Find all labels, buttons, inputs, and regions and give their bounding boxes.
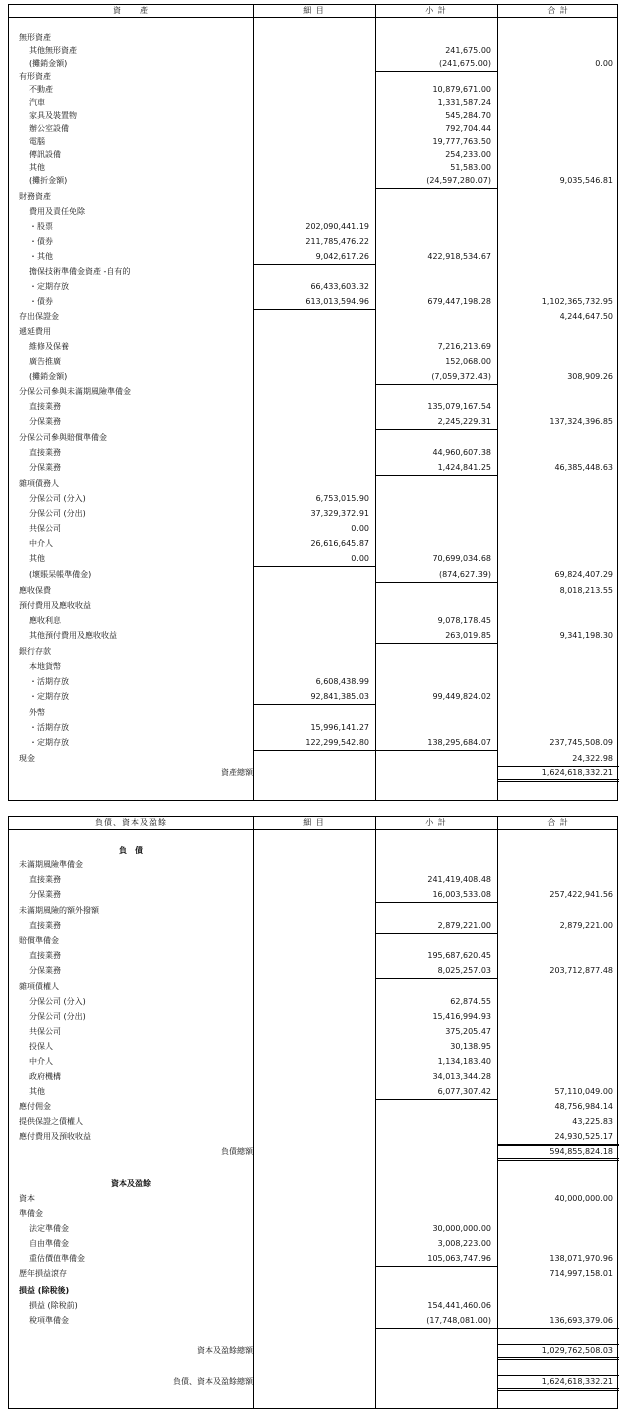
subtotal-value: 154,441,460.06 <box>427 1301 491 1310</box>
row-label: 負債、資本及盈餘總額 <box>173 1377 253 1386</box>
row-label: 歷年損益滾存 <box>19 1269 67 1278</box>
table-row <box>9 538 617 550</box>
table-row <box>9 1086 617 1098</box>
total-value: 594,855,824.18 <box>549 1147 613 1156</box>
table-row <box>9 97 617 109</box>
table-row <box>9 707 617 719</box>
subtotal-value: 34,013,344.28 <box>432 1072 491 1081</box>
subtotal-value: 135,079,167.54 <box>427 402 491 411</box>
subtotal-value: 254,233.00 <box>445 150 491 159</box>
table-row <box>9 123 617 135</box>
row-label: 本地貨幣 <box>29 662 61 671</box>
subtotal-value: 2,245,229.31 <box>437 417 491 426</box>
total-value: 257,422,941.56 <box>549 890 613 899</box>
table-row <box>9 646 617 658</box>
row-label: ・其他 <box>29 252 53 261</box>
row-label: 投保人 <box>29 1042 53 1051</box>
subtotal-value: (24,597,280.07) <box>426 176 491 185</box>
table-row <box>9 737 617 749</box>
row-label: 未滿期風險的額外撥額 <box>19 906 99 915</box>
total-rule <box>497 766 619 767</box>
underline-rule <box>375 582 497 583</box>
table-row <box>9 508 617 520</box>
detail-value: 37,329,372.91 <box>310 509 369 518</box>
total-value: 40,000,000.00 <box>554 1194 613 1203</box>
row-label: 外幣 <box>29 708 45 717</box>
total-rule <box>497 1145 619 1146</box>
underline-rule <box>375 188 497 189</box>
table-row <box>9 493 617 505</box>
table-row <box>9 569 617 581</box>
table-row <box>9 935 617 947</box>
row-label: 擔保技術準備金資產 -自有的 <box>29 267 131 276</box>
subtotal-value: (874,627.39) <box>438 570 491 579</box>
row-label: 應付佣金 <box>19 1102 51 1111</box>
table-row <box>9 1315 617 1327</box>
underline-rule <box>253 264 375 265</box>
total-value: 136,693,379.06 <box>549 1316 613 1325</box>
total-rule <box>497 779 619 780</box>
subtotal-value: 99,449,824.02 <box>432 692 491 701</box>
row-label: 負 債 <box>119 846 143 855</box>
row-label: 資產總額 <box>221 768 253 777</box>
subtotal-value: (241,675.00) <box>438 59 491 68</box>
table-row <box>9 722 617 734</box>
total-rule <box>497 1344 619 1345</box>
total-value: 57,110,049.00 <box>554 1087 613 1096</box>
row-label: 損益 (除稅前) <box>29 1301 78 1310</box>
total-rule <box>497 781 619 782</box>
assets-header-asset: 資 產 <box>113 6 149 15</box>
table-row <box>9 149 617 161</box>
table-row <box>9 981 617 993</box>
row-label: 廣告推廣 <box>29 357 61 366</box>
total-value: 43,225.83 <box>572 1117 613 1126</box>
row-label: 賠償準備金 <box>19 936 59 945</box>
table-row <box>9 386 617 398</box>
table-row <box>9 600 617 612</box>
table-row <box>9 996 617 1008</box>
table-row <box>9 236 617 248</box>
total-rule <box>497 1375 619 1376</box>
row-label: 電腦 <box>29 137 45 146</box>
table-row <box>9 1238 617 1250</box>
table-row <box>9 1071 617 1083</box>
row-label: 共保公司 <box>29 524 61 533</box>
underline-rule <box>375 1266 497 1267</box>
row-label: (攤折金額) <box>29 176 68 185</box>
row-label: 其他 <box>29 554 45 563</box>
underline-rule <box>253 309 375 310</box>
detail-value: 66,433,603.32 <box>310 282 369 291</box>
table-row <box>9 447 617 459</box>
subtotal-value: 70,699,034.68 <box>432 554 491 563</box>
row-label: 其他預付費用及應收收益 <box>29 631 117 640</box>
subtotal-value: 30,000,000.00 <box>432 1224 491 1233</box>
table-row <box>9 251 617 263</box>
subtotal-value: (7,059,372.43) <box>431 372 491 381</box>
subtotal-value: 16,003,533.08 <box>432 890 491 899</box>
total-rule <box>497 1390 619 1391</box>
table-row <box>9 615 617 627</box>
table-row <box>9 1376 617 1388</box>
row-label: ・活期存放 <box>29 677 69 686</box>
assets-header-total: 合 計 <box>547 6 569 15</box>
table-row <box>9 1041 617 1053</box>
row-label: 中介人 <box>29 539 53 548</box>
total-value: 1,624,618,332.21 <box>541 768 613 777</box>
liabilities-header-total: 合 計 <box>547 818 569 827</box>
row-label: 分保公司參與賠償準備金 <box>19 433 107 442</box>
assets-header-detail: 細 目 <box>303 6 325 15</box>
row-label: 直接業務 <box>29 875 61 884</box>
row-label: 直接業務 <box>29 921 61 930</box>
row-label: (攤銷金額) <box>29 372 68 381</box>
table-row <box>9 905 617 917</box>
subtotal-value: 1,331,587.24 <box>437 98 491 107</box>
subtotal-value: 7,216,213.69 <box>437 342 491 351</box>
detail-value: 9,042,617.26 <box>315 252 369 261</box>
underline-rule <box>253 750 375 751</box>
table-row <box>9 401 617 413</box>
row-label: 準備金 <box>19 1209 43 1218</box>
total-value: 203,712,877.48 <box>549 966 613 975</box>
row-label: 未滿期風險準備金 <box>19 860 83 869</box>
row-label: ・定期存放 <box>29 692 69 701</box>
subtotal-value: 241,675.00 <box>445 46 491 55</box>
subtotal-value: (17,748,081.00) <box>426 1316 491 1325</box>
table-row <box>9 296 617 308</box>
subtotal-value: 30,138.95 <box>450 1042 491 1051</box>
subtotal-value: 6,077,307.42 <box>437 1087 491 1096</box>
row-label: 共保公司 <box>29 1027 61 1036</box>
table-row <box>9 874 617 886</box>
table-row <box>9 1101 617 1113</box>
total-rule <box>497 1388 619 1389</box>
subtotal-value: 138,295,684.07 <box>427 738 491 747</box>
table-row <box>9 1026 617 1038</box>
table-row <box>9 432 617 444</box>
row-label: 提供保證之債權人 <box>19 1117 83 1126</box>
table-row <box>9 1131 617 1143</box>
table-row <box>9 1285 617 1297</box>
underline-rule <box>253 704 375 705</box>
underline-rule <box>375 978 497 979</box>
row-label: 負債總額 <box>221 1147 253 1156</box>
table-row <box>9 416 617 428</box>
table-row <box>9 523 617 535</box>
row-label: 其他 <box>29 163 45 172</box>
row-label: 分保業務 <box>29 966 61 975</box>
table-row <box>9 753 617 765</box>
table-row <box>9 1253 617 1265</box>
total-rule <box>497 1359 619 1360</box>
row-label: 重估價值準備金 <box>29 1254 85 1263</box>
row-label: 分保公司 (分入) <box>29 494 86 503</box>
underline-rule <box>375 429 497 430</box>
assets-header-row <box>9 5 617 18</box>
row-label: 家具及裝置物 <box>29 111 77 120</box>
row-label: ・債券 <box>29 237 53 246</box>
row-label: 資本及盈餘 <box>111 1179 151 1188</box>
row-label: 直接業務 <box>29 402 61 411</box>
total-value: 138,071,970.96 <box>549 1254 613 1263</box>
table-row <box>9 920 617 932</box>
row-label: 遞延費用 <box>19 327 51 336</box>
table-row <box>9 58 617 70</box>
table-row <box>9 676 617 688</box>
table-row <box>9 1345 617 1357</box>
total-rule <box>497 1357 619 1358</box>
row-label: 損益 (除稅後) <box>19 1286 70 1295</box>
subtotal-value: 1,134,183.40 <box>437 1057 491 1066</box>
liabilities-table <box>8 816 618 1409</box>
assets-header-subtotal: 小 計 <box>425 6 447 15</box>
row-label: 分保公司 (分出) <box>29 509 86 518</box>
total-value: 0.00 <box>595 59 613 68</box>
row-label: 法定準備金 <box>29 1224 69 1233</box>
table-row <box>9 311 617 323</box>
table-row <box>9 630 617 642</box>
table-row <box>9 162 617 174</box>
table-row <box>9 553 617 565</box>
subtotal-value: 105,063,747.96 <box>427 1254 491 1263</box>
table-row <box>9 84 617 96</box>
subtotal-value: 679,447,198.28 <box>427 297 491 306</box>
subtotal-value: 792,704.44 <box>445 124 491 133</box>
row-label: 分保業務 <box>29 890 61 899</box>
subtotal-value: 44,960,607.38 <box>432 448 491 457</box>
row-label: ・債券 <box>29 297 53 306</box>
underline-rule <box>497 1328 619 1329</box>
total-value: 24,322.98 <box>572 754 613 763</box>
subtotal-value: 241,419,408.48 <box>427 875 491 884</box>
table-row <box>9 859 617 871</box>
table-row <box>9 191 617 203</box>
row-label: 費用及責任免除 <box>29 207 85 216</box>
table-row <box>9 221 617 233</box>
total-value: 2,879,221.00 <box>559 921 613 930</box>
row-label: 分保公司參與未滿期風險準備金 <box>19 387 131 396</box>
table-row <box>9 371 617 383</box>
table-row <box>9 206 617 218</box>
table-row <box>9 965 617 977</box>
table-row <box>9 1193 617 1205</box>
row-label: 不動產 <box>29 85 53 94</box>
subtotal-value: 375,205.47 <box>445 1027 491 1036</box>
table-row <box>9 691 617 703</box>
subtotal-value: 62,874.55 <box>450 997 491 1006</box>
liabilities-header-subtotal: 小 計 <box>425 818 447 827</box>
row-label: 傳訊設備 <box>29 150 61 159</box>
total-value: 1,102,365,732.95 <box>541 297 613 306</box>
row-label: 政府機構 <box>29 1072 61 1081</box>
detail-value: 6,608,438.99 <box>315 677 369 686</box>
row-label: 直接業務 <box>29 951 61 960</box>
total-rule <box>497 1158 619 1159</box>
table-row <box>9 845 617 857</box>
total-value: 1,029,762,508.03 <box>541 1346 613 1355</box>
row-label: 銀行存款 <box>19 647 51 656</box>
row-label: 汽車 <box>29 98 45 107</box>
table-row <box>9 1116 617 1128</box>
total-value: 24,930,525.17 <box>554 1132 613 1141</box>
subtotal-value: 51,583.00 <box>450 163 491 172</box>
table-row <box>9 950 617 962</box>
row-label: 分保業務 <box>29 417 61 426</box>
subtotal-value: 1,424,841.25 <box>437 463 491 472</box>
table-row <box>9 136 617 148</box>
underline-rule <box>375 643 497 644</box>
table-row <box>9 175 617 187</box>
subtotal-value: 9,078,178.45 <box>437 616 491 625</box>
row-label: ・活期存放 <box>29 723 69 732</box>
table-row <box>9 1178 617 1190</box>
table-row <box>9 341 617 353</box>
underline-rule <box>375 933 497 934</box>
table-row <box>9 266 617 278</box>
table-row <box>9 1011 617 1023</box>
total-value: 4,244,647.50 <box>559 312 613 321</box>
table-row <box>9 71 617 83</box>
row-label: 雜項債權人 <box>19 982 59 991</box>
row-label: 分保公司 (分入) <box>29 997 86 1006</box>
detail-value: 92,841,385.03 <box>310 692 369 701</box>
row-label: 分保業務 <box>29 463 61 472</box>
underline-rule <box>375 475 497 476</box>
row-label: ・定期存放 <box>29 282 69 291</box>
table-row <box>9 326 617 338</box>
underline-rule <box>375 1328 497 1329</box>
detail-value: 6,753,015.90 <box>315 494 369 503</box>
total-value: 9,035,546.81 <box>559 176 613 185</box>
row-label: 資本 <box>19 1194 35 1203</box>
row-label: 稅項準備金 <box>29 1316 69 1325</box>
table-row <box>9 462 617 474</box>
row-label: 現金 <box>19 754 35 763</box>
table-row <box>9 45 617 57</box>
row-label: 有形資產 <box>19 72 51 81</box>
table-row <box>9 110 617 122</box>
liabilities-header-item: 負債、資本及盈餘 <box>95 818 167 827</box>
table-row <box>9 281 617 293</box>
row-label: 其他 <box>29 1087 45 1096</box>
table-row <box>9 32 617 44</box>
subtotal-value: 15,416,994.93 <box>432 1012 491 1021</box>
row-label: 自由準備金 <box>29 1239 69 1248</box>
subtotal-value: 422,918,534.67 <box>427 252 491 261</box>
table-row <box>9 767 617 779</box>
table-row <box>9 889 617 901</box>
detail-value: 202,090,441.19 <box>305 222 369 231</box>
row-label: 中介人 <box>29 1057 53 1066</box>
subtotal-value: 152,068.00 <box>445 357 491 366</box>
total-value: 137,324,396.85 <box>549 417 613 426</box>
row-label: 無形資產 <box>19 33 51 42</box>
liabilities-header-row <box>9 817 617 830</box>
detail-value: 211,785,476.22 <box>305 237 369 246</box>
detail-value: 0.00 <box>351 554 369 563</box>
total-value: 48,756,984.14 <box>554 1102 613 1111</box>
table-row <box>9 1208 617 1220</box>
row-label: 其他無形資產 <box>29 46 77 55</box>
row-label: 辦公室設備 <box>29 124 69 133</box>
table-row <box>9 661 617 673</box>
total-value: 714,997,158.01 <box>549 1269 613 1278</box>
total-value: 1,624,618,332.21 <box>541 1377 613 1386</box>
row-label: 存出保證金 <box>19 312 59 321</box>
detail-value: 613,013,594.96 <box>305 297 369 306</box>
table-row <box>9 356 617 368</box>
table-row <box>9 1056 617 1068</box>
detail-value: 15,996,141.27 <box>310 723 369 732</box>
subtotal-value: 545,284.70 <box>445 111 491 120</box>
subtotal-value: 19,777,763.50 <box>432 137 491 146</box>
subtotal-value: 263,019.85 <box>445 631 491 640</box>
row-label: 財務資產 <box>19 192 51 201</box>
subtotal-value: 10,879,671.00 <box>432 85 491 94</box>
table-row <box>9 1300 617 1312</box>
underline-rule <box>375 750 497 751</box>
row-label: ・定期存放 <box>29 738 69 747</box>
subtotal-value: 195,687,620.45 <box>427 951 491 960</box>
row-label: 預付費用及應收收益 <box>19 601 91 610</box>
table-row <box>9 1146 617 1158</box>
total-value: 8,018,213.55 <box>559 586 613 595</box>
row-label: 雜項債務人 <box>19 479 59 488</box>
detail-value: 26,616,645.87 <box>310 539 369 548</box>
row-label: 應付費用及預收收益 <box>19 1132 91 1141</box>
underline-rule <box>375 384 497 385</box>
underline-rule <box>375 1099 497 1100</box>
total-value: 46,385,448.63 <box>554 463 613 472</box>
row-label: 應收利息 <box>29 616 61 625</box>
subtotal-value: 8,025,257.03 <box>437 966 491 975</box>
table-row <box>9 1223 617 1235</box>
row-label: 應收保費 <box>19 586 51 595</box>
detail-value: 122,299,542.80 <box>305 738 369 747</box>
total-value: 237,745,508.09 <box>549 738 613 747</box>
assets-table <box>8 4 618 801</box>
total-rule <box>497 1160 619 1161</box>
subtotal-value: 3,008,223.00 <box>437 1239 491 1248</box>
underline-rule <box>375 902 497 903</box>
subtotal-value: 2,879,221.00 <box>437 921 491 930</box>
underline-rule <box>253 566 375 567</box>
detail-value: 0.00 <box>351 524 369 533</box>
row-label: ・股票 <box>29 222 53 231</box>
row-label: 維修及保養 <box>29 342 69 351</box>
table-row <box>9 478 617 490</box>
row-label: 分保公司 (分出) <box>29 1012 86 1021</box>
row-label: (壞賬呆帳準備金) <box>29 570 92 579</box>
total-value: 9,341,198.30 <box>559 631 613 640</box>
table-row <box>9 585 617 597</box>
liabilities-header-detail: 細 目 <box>303 818 325 827</box>
total-value: 308,909.26 <box>567 372 613 381</box>
total-value: 69,824,407.29 <box>554 570 613 579</box>
row-label: 資本及盈餘總額 <box>197 1346 253 1355</box>
table-row <box>9 1268 617 1280</box>
row-label: 直接業務 <box>29 448 61 457</box>
row-label: (攤銷金額) <box>29 59 68 68</box>
